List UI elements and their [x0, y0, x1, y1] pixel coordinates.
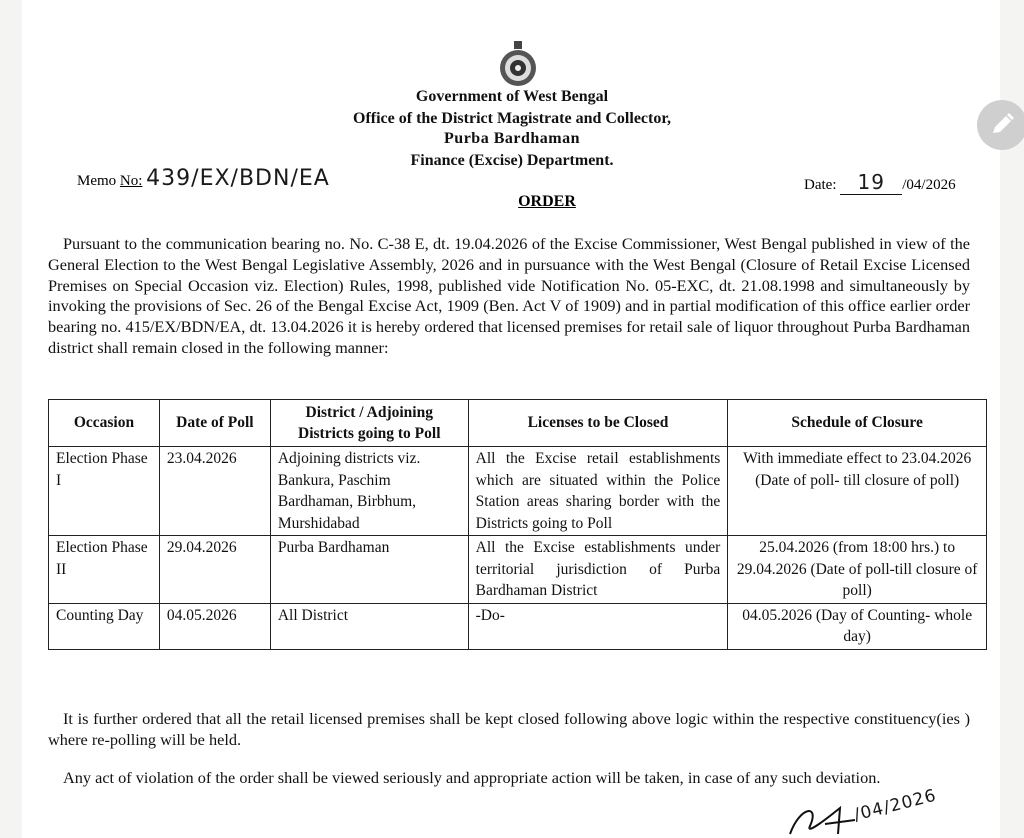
state-emblem-icon — [498, 40, 538, 88]
col-header: Date of Poll — [159, 400, 270, 447]
intro-text: Pursuant to the communication bearing no. No. C-38 E, dt. 19.04.2026 of the Excise Commissioner, West Bengal published in view of the General Election to the West Bengal Legislative Assembly, 2026 and in pursuance with the West Bengal (Closure of Retail Excise Licensed Premises on Special Occasion viz. Election) Rules, 1998, published vide Notification No. 05-EXC, dt. 21.08.1998 and simultaneously by invoking the provisions of Sec. 26 of the Bengal Excise Act, 1909 (Ben. Act V of 1909) and in partial modification of this office earlier order bearing no. 415/EX/BDN/EA, dt. 13.04.2026 it is hereby ordered that licensed premises for retail sale of liquor throughout Purba Bardhaman district shall remain closed in the following manner: — [48, 234, 970, 357]
memo-no-label: No: — [119, 173, 143, 189]
violation-text: Any act of violation of the order shall be viewed seriously and appropriate action will be taken, in case of any such deviation. — [63, 768, 881, 787]
further-text: It is further ordered that all the retail licensed premises shall be kept closed following above logic within the respective constituency(ies ) where re-polling will be held. — [48, 709, 970, 749]
cell-occasion: Election Phase I — [49, 447, 160, 536]
table-row — [49, 536, 987, 604]
closure-table — [48, 399, 987, 650]
cell-districts: Purba Bardhaman — [270, 536, 468, 604]
date-rest: /04/2026 — [902, 177, 956, 193]
header-department: Finance (Excise) Department. — [410, 152, 614, 169]
table-header-row — [49, 400, 987, 447]
order-date — [804, 170, 956, 195]
col-header: District / Adjoining Districts going to Poll — [270, 400, 468, 447]
memo-handwritten-number: 439/EX/BDN/EA — [146, 166, 330, 191]
pencil-icon — [977, 100, 1024, 150]
cell-date: 04.05.2026 — [159, 603, 270, 649]
cell-schedule: With immediate effect to 23.04.2026 (Date of poll- till closure of poll) — [728, 447, 987, 536]
date-label: Date: — [804, 177, 837, 193]
cell-schedule: 25.04.2026 (from 18:00 hrs.) to 29.04.2026 (Date of poll-till closure of poll) — [728, 536, 987, 604]
cell-districts: Adjoining districts viz. Bankura, Paschim Bardhaman, Birbhum, Murshidabad — [270, 447, 468, 536]
cell-schedule: 04.05.2026 (Day of Counting- whole day) — [728, 603, 987, 649]
cell-occasion: Election Phase II — [49, 536, 160, 604]
cell-date: 23.04.2026 — [159, 447, 270, 536]
col-header: Occasion — [49, 400, 160, 447]
signature-date: /04/2026 — [852, 785, 939, 826]
cell-licenses: -Do- — [468, 603, 728, 649]
table-row — [49, 603, 987, 649]
header-district: Purba Bardhaman — [444, 130, 580, 147]
col-header: Licenses to be Closed — [468, 400, 728, 447]
header-office: Office of the District Magistrate and Collector, — [353, 110, 671, 127]
edit-button[interactable] — [977, 100, 1024, 150]
cell-date: 29.04.2026 — [159, 536, 270, 604]
further-paragraph — [48, 709, 970, 751]
cell-licenses: All the Excise retail establishments which are situated within the Police Station areas sharing border with the Districts going to Poll — [468, 447, 728, 536]
header-government: Government of West Bengal — [415, 88, 609, 105]
cell-districts: All District — [270, 603, 468, 649]
col-header: Schedule of Closure — [728, 400, 987, 447]
memo-label: Memo — [77, 173, 117, 189]
memo-number — [77, 166, 330, 191]
order-title: ORDER — [518, 193, 576, 210]
cell-occasion: Counting Day — [49, 603, 160, 649]
violation-paragraph — [48, 768, 970, 789]
table-row — [49, 447, 987, 536]
cell-licenses: All the Excise establishments under territorial jurisdiction of Purba Bardhaman District — [468, 536, 728, 604]
intro-paragraph — [48, 234, 970, 359]
date-day: 19 — [857, 170, 885, 194]
